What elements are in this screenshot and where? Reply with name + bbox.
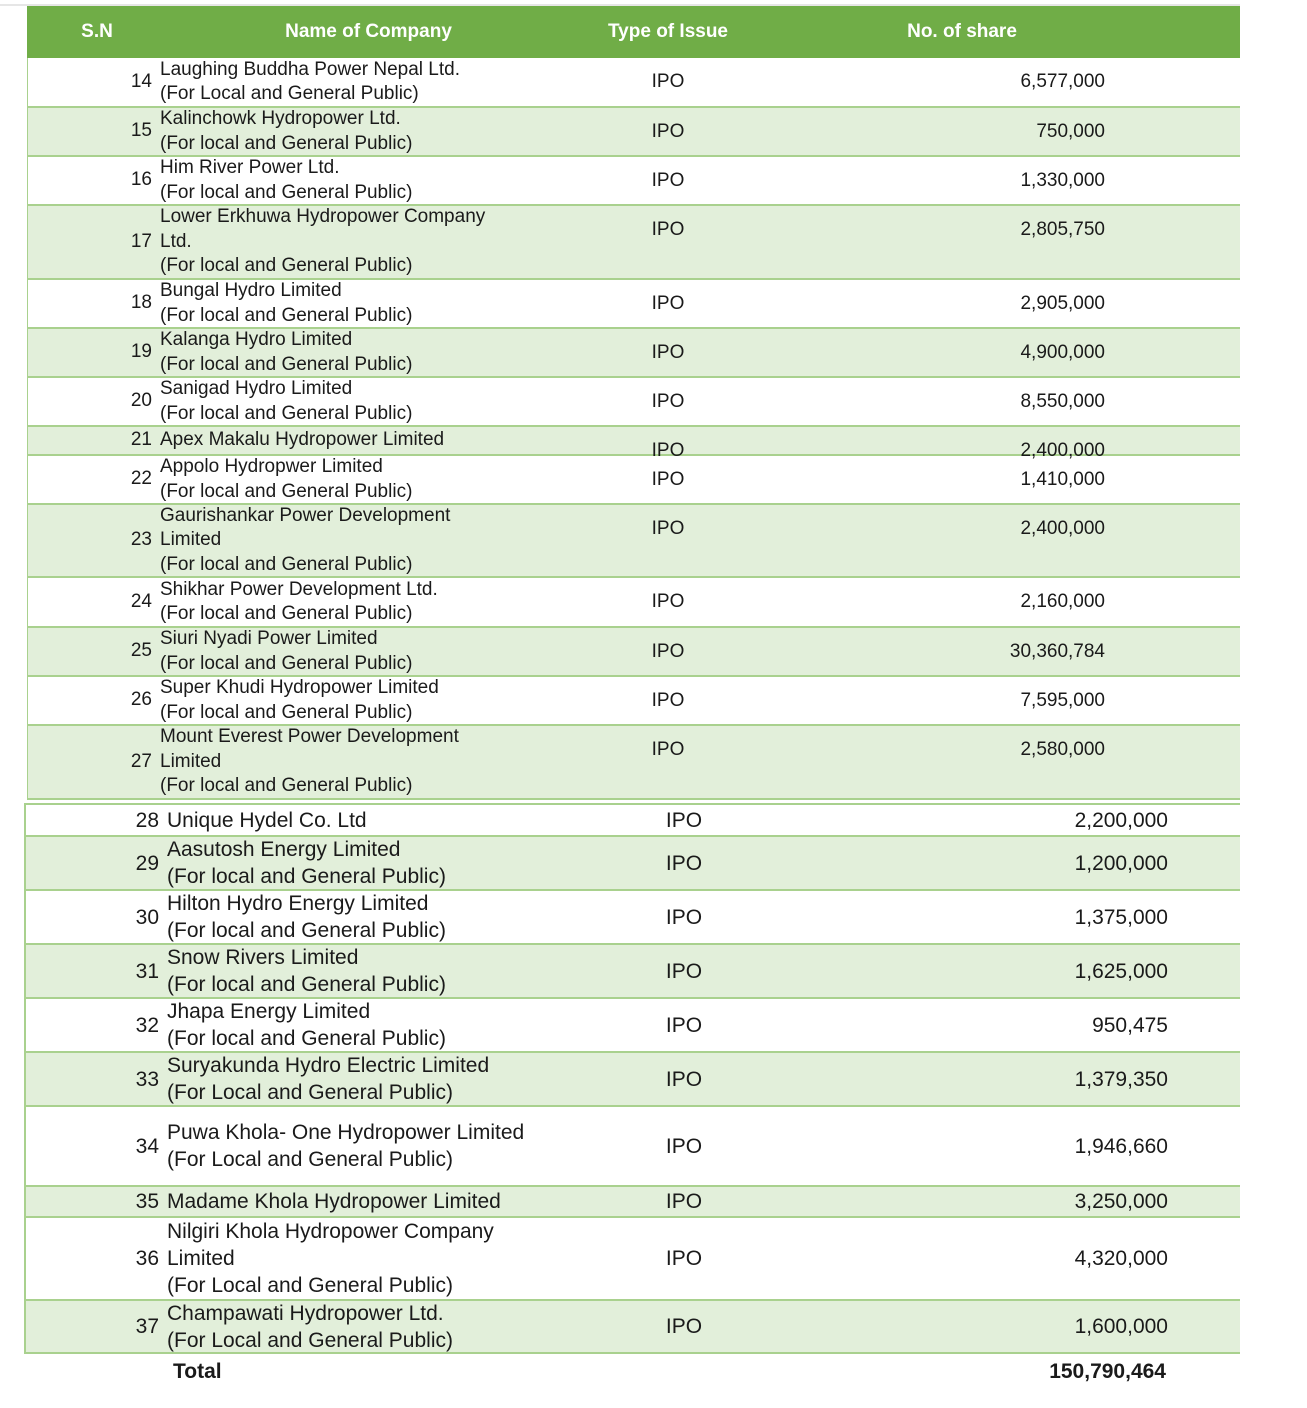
share-issue-table-part-2	[24, 803, 1240, 1390]
table-header	[27, 6, 1240, 58]
serial-number: 36	[135, 1247, 159, 1270]
serial-number: 32	[135, 1013, 159, 1037]
table-row	[26, 805, 1240, 837]
serial-number: 28	[135, 808, 159, 832]
table-row	[28, 505, 1240, 578]
issue-type: IPO	[665, 1315, 703, 1338]
company-name: Madame Khola Hydropower Limited	[167, 1190, 501, 1213]
company-name: Bungal Hydro Limited (For local and General Public)	[160, 280, 413, 326]
table-row	[28, 58, 1240, 108]
issue-type: IPO	[665, 1013, 703, 1037]
serial-number: 29	[135, 851, 159, 875]
company-name: Nilgiri Khola Hydropower Company Limited (For Local and General Public)	[167, 1220, 494, 1297]
share-count: 8,550,000	[1020, 391, 1105, 412]
issue-type: IPO	[665, 905, 703, 929]
share-count: 2,400,000	[1020, 440, 1105, 461]
issue-type: IPO	[651, 591, 685, 612]
share-count: 6,577,000	[1020, 71, 1105, 92]
share-count: 750,000	[1036, 121, 1105, 142]
issue-type: IPO	[651, 641, 685, 662]
company-name: Shikhar Power Development Ltd. (For local and General Public)	[160, 578, 438, 624]
company-name: Siuri Nyadi Power Limited (For local and General Public)	[160, 628, 413, 674]
serial-number: 17	[130, 230, 152, 252]
table-row	[26, 1053, 1240, 1107]
serial-number: 26	[130, 689, 152, 711]
issue-type: IPO	[665, 1134, 703, 1158]
issue-type: IPO	[665, 808, 703, 832]
table-row	[28, 628, 1240, 677]
company-name: Laughing Buddha Power Nepal Ltd. (For Local and General Public)	[160, 58, 461, 104]
table-row	[26, 945, 1240, 999]
issue-type: IPO	[665, 1190, 703, 1213]
issue-type: IPO	[651, 518, 685, 539]
serial-number: 33	[135, 1067, 159, 1091]
serial-number: 24	[130, 590, 152, 612]
share-count: 4,900,000	[1020, 342, 1105, 363]
table-row	[26, 1301, 1240, 1354]
table-body-part-2	[24, 803, 1240, 1354]
company-name: Kalinchowk Hydropower Ltd. (For local and General Public)	[160, 108, 413, 154]
company-name: Unique Hydel Co. Ltd	[167, 808, 367, 832]
serial-number: 27	[130, 750, 152, 772]
issue-type: IPO	[651, 342, 685, 363]
table-body-part-1	[27, 58, 1240, 800]
header-issue-type: Type of Issue	[607, 21, 728, 42]
issue-type: IPO	[665, 1247, 703, 1270]
share-count: 2,805,750	[1020, 219, 1105, 240]
serial-number: 18	[130, 292, 152, 314]
serial-number: 22	[130, 468, 152, 490]
issue-type: IPO	[651, 170, 685, 191]
header-share-count: No. of share	[907, 21, 1017, 42]
share-count: 2,200,000	[1074, 808, 1168, 832]
share-count: 30,360,784	[1009, 641, 1105, 662]
serial-number: 15	[130, 120, 152, 142]
company-name: Champawati Hydropower Ltd. (For Local and General Public)	[167, 1301, 453, 1352]
header-sn: S.N	[81, 21, 113, 42]
total-row	[24, 1354, 1240, 1390]
issue-type: IPO	[651, 71, 685, 92]
table-row	[26, 999, 1240, 1053]
table-row	[28, 677, 1240, 726]
issue-type: IPO	[651, 739, 685, 760]
company-name: Snow Rivers Limited (For local and General Public)	[167, 946, 446, 996]
table-row	[28, 578, 1240, 628]
share-count: 950,475	[1092, 1013, 1168, 1037]
serial-number: 30	[135, 905, 159, 929]
table-row	[26, 837, 1240, 891]
issue-type: IPO	[651, 440, 685, 461]
share-count: 4,320,000	[1074, 1247, 1168, 1270]
issue-type: IPO	[651, 219, 685, 240]
serial-number: 35	[135, 1190, 159, 1213]
share-count: 1,200,000	[1074, 851, 1168, 875]
table-row	[28, 456, 1240, 505]
share-count: 1,410,000	[1020, 469, 1105, 490]
serial-number: 34	[135, 1134, 159, 1158]
company-name: Jhapa Energy Limited (For local and General Public)	[167, 1000, 446, 1050]
company-name: Appolo Hydropwer Limited (For local and General Public)	[160, 456, 413, 502]
table-row	[28, 378, 1240, 427]
company-name: Mount Everest Power Development Limited (For local and General Public)	[160, 726, 459, 797]
company-name: Super Khudi Hydropower Limited (For local and General Public)	[160, 677, 439, 723]
serial-number: 25	[130, 640, 152, 662]
table-row	[26, 891, 1240, 945]
issue-type: IPO	[651, 121, 685, 142]
share-count: 2,160,000	[1020, 591, 1105, 612]
table-row	[28, 206, 1240, 280]
share-count: 1,375,000	[1074, 905, 1168, 929]
share-count: 1,600,000	[1074, 1315, 1168, 1338]
issue-type: IPO	[665, 1067, 703, 1091]
serial-number: 23	[130, 529, 152, 551]
serial-number: 16	[130, 169, 152, 191]
share-count: 2,905,000	[1020, 293, 1105, 314]
company-name: Sanigad Hydro Limited (For local and General Public)	[160, 378, 413, 424]
issue-type: IPO	[665, 851, 703, 875]
company-name: Suryakunda Hydro Electric Limited (For Local and General Public)	[167, 1054, 490, 1104]
share-count: 1,625,000	[1074, 959, 1168, 983]
share-issue-table-part-1	[27, 6, 1240, 800]
total-shares: 150,790,464	[1049, 1360, 1166, 1383]
share-count: 3,250,000	[1074, 1190, 1168, 1213]
serial-number: 37	[135, 1315, 159, 1338]
table-row	[28, 427, 1240, 461]
share-count: 2,580,000	[1020, 739, 1105, 760]
share-count: 7,595,000	[1020, 690, 1105, 711]
serial-number: 19	[130, 341, 152, 363]
company-name: Kalanga Hydro Limited (For local and General Public)	[160, 329, 413, 375]
serial-number: 14	[130, 70, 152, 92]
share-count: 1,330,000	[1020, 170, 1105, 191]
issue-type: IPO	[651, 690, 685, 711]
table-row	[28, 108, 1240, 157]
serial-number: 21	[130, 429, 152, 451]
table-row	[28, 157, 1240, 206]
company-name: Apex Makalu Hydropower Limited	[160, 429, 445, 451]
share-count: 1,379,350	[1074, 1067, 1168, 1091]
issue-type: IPO	[651, 293, 685, 314]
company-name: Puwa Khola- One Hydropower Limited (For Local and General Public)	[167, 1121, 525, 1171]
table-row	[28, 726, 1240, 800]
company-name: Aasutosh Energy Limited (For local and General Public)	[167, 838, 446, 888]
company-name: Lower Erkhuwa Hydropower Company Ltd. (For local and General Public)	[160, 206, 486, 277]
table-row	[28, 280, 1240, 329]
company-name: Gaurishankar Power Development Limited (For local and General Public)	[160, 504, 451, 575]
table-row	[26, 1107, 1240, 1187]
header-company-name: Name of Company	[285, 21, 452, 42]
issue-type: IPO	[651, 469, 685, 490]
table-row	[26, 1218, 1240, 1301]
share-count: 1,946,660	[1074, 1134, 1168, 1158]
company-name: Him River Power Ltd. (For local and General Public)	[160, 157, 413, 203]
table-row	[26, 1187, 1240, 1218]
share-count: 2,400,000	[1020, 518, 1105, 539]
issue-type: IPO	[651, 391, 685, 412]
company-name: Hilton Hydro Energy Limited (For local and General Public)	[167, 892, 446, 942]
serial-number: 20	[130, 390, 152, 412]
total-label: Total	[173, 1360, 222, 1383]
table-row	[28, 329, 1240, 378]
issue-type: IPO	[665, 959, 703, 983]
serial-number: 31	[135, 959, 159, 983]
